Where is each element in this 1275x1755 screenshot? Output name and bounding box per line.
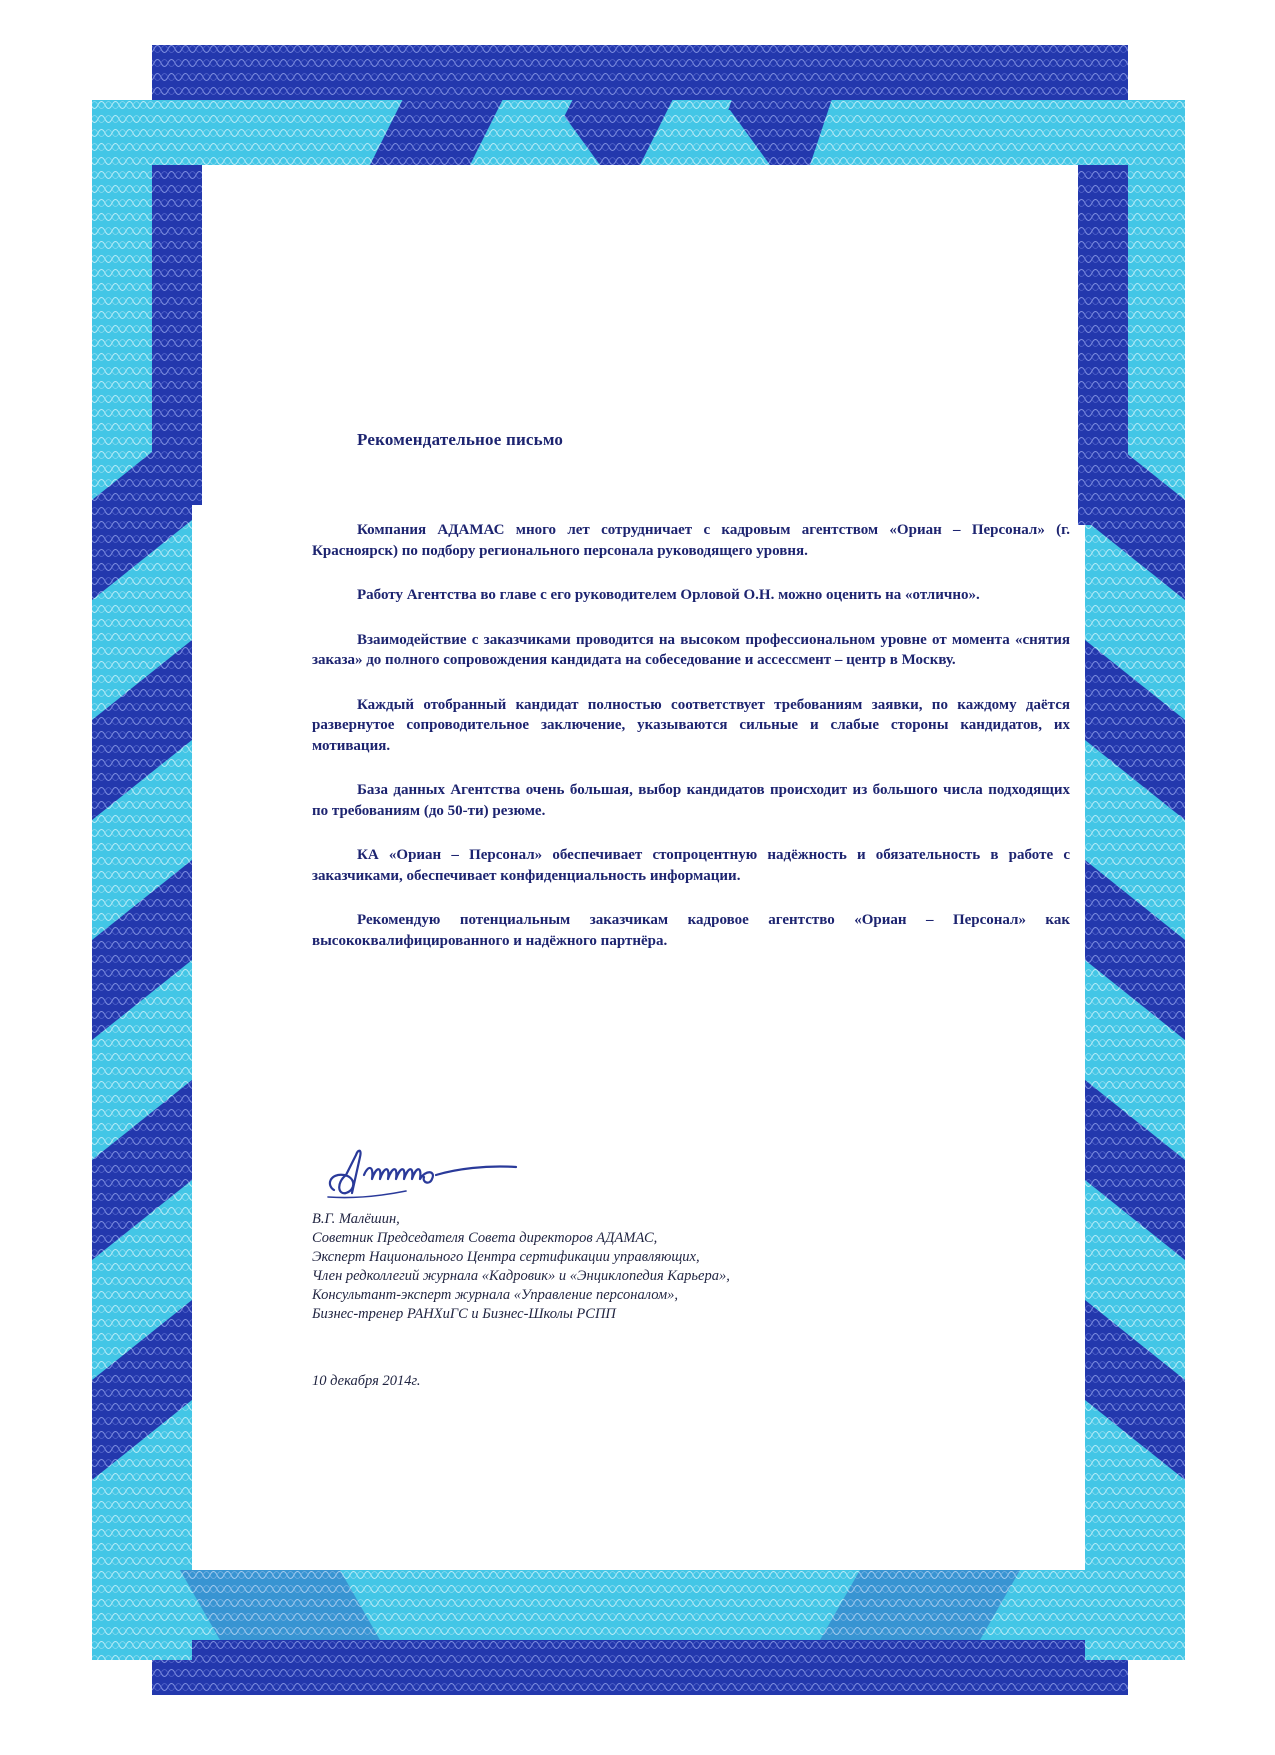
paragraph: Каждый отобранный кандидат полностью соответствует требованиям заявки, по каждому даётся развернутое сопроводительное заключение, указываются сильные и слабые стороны кандидатов, их мотивация. <box>312 696 1070 754</box>
handwritten-signature <box>316 1135 576 1205</box>
paragraph: Работу Агентства во главе с его руководителем Орловой О.Н. можно оценить на «отлично». <box>357 587 980 603</box>
paragraph: Взаимодействие с заказчиками проводится на высоком профессиональном уровне от момента «снятия заказа» до полного сопровождения кандидата на собеседование и ассессмент – центр в Москву. <box>312 631 1070 668</box>
letter-date: 10 декабря 2014г. <box>312 1373 421 1389</box>
left-braid <box>92 45 202 1660</box>
signer-name: В.Г. Малёшин, <box>312 1211 400 1227</box>
right-braid <box>1078 45 1185 1660</box>
paragraph: Компания АДАМАС много лет сотрудничает с кадровым агентством «Ориан – Персонал» (г. Красноярск) по подбору регионального персонала руководящего уровня. <box>312 522 1070 559</box>
bottom-braid <box>92 1570 1185 1640</box>
signer-details <box>312 1210 730 1324</box>
paragraph: База данных Агентства очень большая, выбор кандидатов происходит из большого числа подходящих по требованиям (до 50-ти) резюме. <box>312 782 1070 819</box>
paragraph: КА «Ориан – Персонал» обеспечивает стопроцентную надёжность и обязательность в работе с заказчиками, обеспечивает конфиденциальность информации. <box>312 847 1070 884</box>
signer-title: Эксперт Национального Центра сертификации управляющих, <box>312 1249 700 1265</box>
paragraph: Рекомендую потенциальным заказчикам кадровое агентство «Ориан – Персонал» как высококвалифицированного и надёжного партнёра. <box>312 912 1070 949</box>
letter-title: Рекомендательное письмо <box>357 430 564 449</box>
signer-title: Консультант-эксперт журнала «Управление персоналом», <box>312 1287 679 1303</box>
letter-body <box>312 430 1070 975</box>
letter-paragraphs <box>312 520 1070 951</box>
signer-title: Советник Председателя Совета директоров АДАМАС, <box>312 1230 658 1246</box>
signer-title: Член редколлегий журнала «Кадровик» и «Энциклопедия Карьера», <box>312 1268 730 1284</box>
signer-title: Бизнес-тренер РАНХиГС и Бизнес-Школы РСПП <box>312 1306 616 1322</box>
